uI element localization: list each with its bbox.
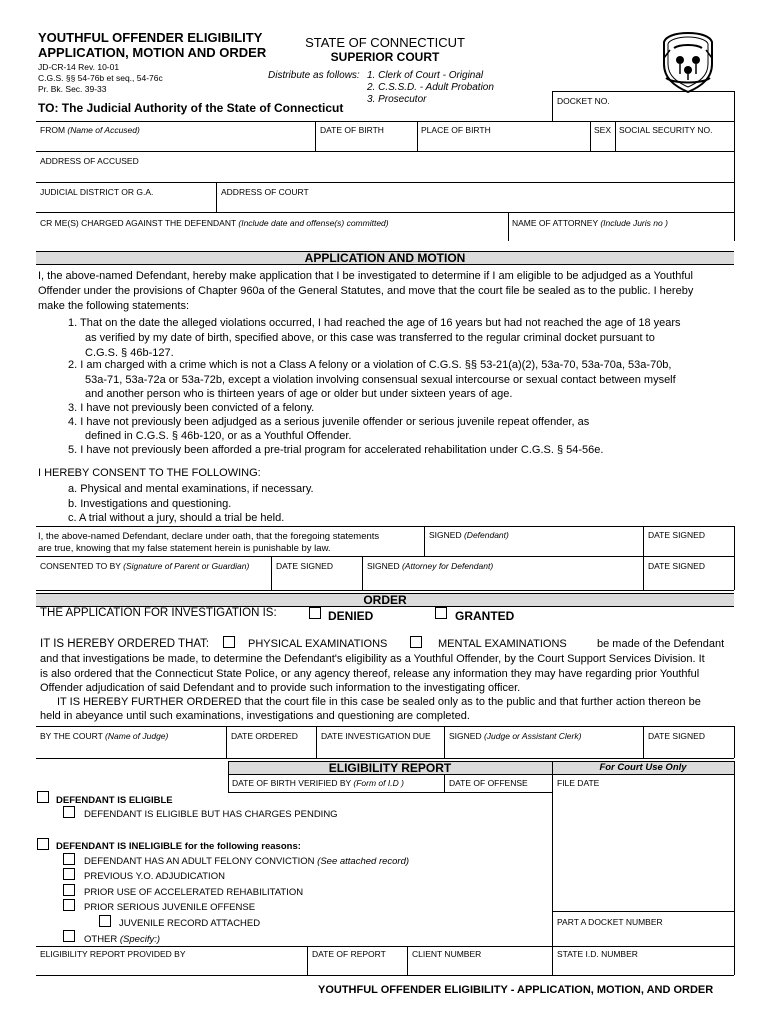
reason-felony-checkbox[interactable] — [63, 853, 75, 865]
dob-verified-field[interactable]: DATE OF BIRTH VERIFIED BY (Form of I.D ) — [232, 778, 404, 788]
mental-exam-label: MENTAL EXAMINATIONS — [438, 638, 567, 650]
reason-yo-checkbox[interactable] — [63, 868, 75, 880]
court-name: SUPERIOR COURT — [330, 50, 440, 64]
granted-checkbox[interactable] — [435, 607, 447, 619]
eligible-pending-checkbox[interactable] — [63, 806, 75, 818]
form-number: JD-CR-14 Rev. 10-01 — [38, 62, 120, 72]
reason-yo-label: PREVIOUS Y.O. ADJUDICATION — [84, 871, 225, 882]
client-number-field[interactable]: CLIENT NUMBER — [412, 949, 482, 959]
reason-other-checkbox[interactable] — [63, 930, 75, 942]
statement-1a: 1. That on the date the alleged violations occurred, I had reached the age of 16 years but had not reached the age of 18 years — [68, 317, 681, 329]
distribute-item-3: 3. Prosecutor — [367, 94, 427, 105]
statement-3: 3. I have not previously been convicted of a felony. — [68, 402, 315, 414]
statement-5: 5. I have not previously been afforded a pre-trial program for accelerated rehabilitation under C.G.S. § 54-56e. — [68, 444, 604, 456]
ssn-label: SOCIAL SECURITY NO. — [619, 125, 713, 135]
address-court-label: ADDRESS OF COURT — [221, 187, 309, 197]
application-intro-1: I, the above-named Defendant, hereby make application that I be investigated to determine if I am eligible to be adjudged as a Youthful — [38, 270, 693, 282]
sex-label: SEX — [594, 125, 612, 135]
defendant-signature-field[interactable]: SIGNED (Defendant) — [429, 530, 509, 540]
address-accused-label: ADDRESS OF ACCUSED — [40, 156, 139, 166]
physical-exam-label: PHYSICAL EXAMINATIONS — [248, 638, 388, 650]
distribute-item-2: 2. C.S.S.D. - Adult Probation — [367, 82, 494, 93]
date-investigation-due-field[interactable]: DATE INVESTIGATION DUE — [321, 731, 431, 741]
juvenile-record-checkbox[interactable] — [99, 915, 111, 927]
provided-by-field[interactable]: ELIGIBILITY REPORT PROVIDED BY — [40, 949, 186, 959]
consent-heading: I HEREBY CONSENT TO THE FOLLOWING: — [38, 467, 261, 479]
distribute-item-1: 1. Clerk of Court - Original — [367, 70, 484, 81]
date-offense-field[interactable]: DATE OF OFFENSE — [449, 778, 528, 788]
court-use-only: For Court Use Only — [552, 761, 734, 775]
eligible-checkbox[interactable] — [37, 791, 49, 803]
ordered-that-label: IT IS HEREBY ORDERED THAT: — [40, 638, 210, 650]
application-heading: APPLICATION AND MOTION — [36, 251, 734, 265]
reason-juvenile-checkbox[interactable] — [63, 899, 75, 911]
footer-title: YOUTHFUL OFFENDER ELIGIBILITY - APPLICATION, MOTION, AND ORDER — [318, 984, 714, 996]
consent-a: a. Physical and mental examinations, if necessary. — [68, 483, 314, 495]
attorney-label: NAME OF ATTORNEY (Include Juris no ) — [512, 218, 668, 228]
statement-4a: 4. I have not previously been adjudged as a serious juvenile offender or serious juvenile repeat offender, as — [68, 416, 590, 428]
pob-label: PLACE OF BIRTH — [421, 125, 491, 135]
mental-exam-checkbox[interactable] — [410, 636, 422, 648]
state-id-field[interactable]: STATE I.D. NUMBER — [557, 949, 638, 959]
juvenile-record-label: JUVENILE RECORD ATTACHED — [119, 918, 261, 929]
eligible-label: DEFENDANT IS ELIGIBLE — [56, 795, 173, 806]
by-court-field[interactable]: BY THE COURT (Name of Judge) — [40, 731, 169, 741]
order-text-6: held in abeyance until such examinations, investigations and questioning are completed. — [40, 710, 470, 722]
date-signed-attorney[interactable]: DATE SIGNED — [648, 561, 705, 571]
order-date-signed-field[interactable]: DATE SIGNED — [648, 731, 705, 741]
eligibility-heading: ELIGIBILITY REPORT — [228, 761, 552, 775]
form-title-line1: YOUTHFUL OFFENDER ELIGIBILITY — [38, 30, 263, 45]
state-name: STATE OF CONNECTICUT — [305, 35, 465, 50]
judge-signature-field[interactable]: SIGNED (Judge or Assistant Clerk) — [449, 731, 582, 741]
granted-label: GRANTED — [455, 609, 515, 623]
date-ordered-field[interactable]: DATE ORDERED — [231, 731, 298, 741]
statement-4b: defined in C.G.S. § 46b-120, or as a Youthful Offender. — [85, 430, 352, 442]
state-seal-icon — [660, 30, 716, 94]
reason-juvenile-label: PRIOR SERIOUS JUVENILE OFFENSE — [84, 902, 256, 913]
denied-checkbox[interactable] — [309, 607, 321, 619]
investigation-is-label: THE APPLICATION FOR INVESTIGATION IS: — [40, 607, 277, 619]
eligible-pending-label: DEFENDANT IS ELIGIBLE BUT HAS CHARGES PENDING — [84, 809, 338, 820]
reason-other-label: OTHER (Specify:) — [84, 934, 161, 945]
statement-2a: 2. I am charged with a crime which is not a Class A felony or a violation of C.G.S. §§ 53-21(a)(2), 53a-70, 53a-70a, 53a-70b, — [68, 359, 672, 371]
attorney-signature-field[interactable]: SIGNED (Attorney for Defendant) — [367, 561, 494, 571]
reason-ar-label: PRIOR USE OF ACCELERATED REHABILITATION — [84, 887, 304, 898]
reason-felony-label: DEFENDANT HAS AN ADULT FELONY CONVICTION (See attached record) — [84, 856, 410, 867]
order-text-2: and that investigations be made, to determine the Defendant's eligibility as a Youthful Offender, by the Court Support Services Division. It — [40, 653, 705, 665]
reason-ar-checkbox[interactable] — [63, 884, 75, 896]
oath-line-1: I, the above-named Defendant, declare under oath, that the foregoing statements — [38, 531, 380, 542]
order-text-3: is also ordered that the Connecticut State Police, or any agency thereof, release any information they may have regarding prior Youthful — [40, 668, 700, 680]
order-text-5: IT IS HEREBY FURTHER ORDERED that the court file in this case be sealed only as to the public and that further action thereon be — [57, 696, 701, 708]
guardian-signature-field[interactable]: CONSENTED TO BY (Signature of Parent or Guardian) — [40, 561, 250, 571]
be-made-text: be made of the Defendant — [597, 638, 725, 650]
statement-1b: as verified by my date of birth, specified above, or this case was transferred to the regular criminal docket pursuant to — [85, 332, 655, 344]
docket-no-label: DOCKET NO. — [557, 96, 610, 106]
consent-b: b. Investigations and questioning. — [68, 498, 232, 510]
statute-ref: C.G.S. §§ 54-76b et seq., 54-76c — [38, 73, 163, 83]
date-signed-guardian[interactable]: DATE SIGNED — [276, 561, 333, 571]
application-intro-2: Offender under the provisions of Chapter 960a of the General Statutes, and move that the court file be sealed as to the public. I hereby — [38, 285, 694, 297]
file-date-field[interactable]: FILE DATE — [557, 778, 600, 788]
order-text-4: Offender adjudication of said Defendant and to provide such information to the investigating officer. — [40, 682, 521, 694]
practice-book-ref: Pr. Bk. Sec. 39-33 — [38, 84, 107, 94]
date-signed-defendant[interactable]: DATE SIGNED — [648, 530, 705, 540]
crimes-charged-label: CR ME(S) CHARGED AGAINST THE DEFENDANT (Include date and offense(s) committed) — [40, 218, 389, 228]
statement-2c: and another person who is thirteen years of age or older but under sixteen years of age. — [85, 388, 513, 400]
statement-1c: C.G.S. § 46b-127. — [85, 347, 174, 359]
from-label: FROM (Name of Accused) — [40, 125, 140, 135]
judicial-district-label: JUDICIAL DISTRICT OR G.A. — [40, 187, 154, 197]
order-heading: ORDER — [36, 593, 734, 607]
oath-line-2: are true, knowing that my false statement herein is punishable by law. — [38, 543, 331, 554]
ineligible-label: DEFENDANT IS INELIGIBLE for the following reasons: — [56, 841, 301, 852]
dob-label: DATE OF BIRTH — [320, 125, 384, 135]
date-report-field[interactable]: DATE OF REPORT — [312, 949, 386, 959]
part-a-docket-field[interactable]: PART A DOCKET NUMBER — [557, 917, 663, 927]
consent-c: c. A trial without a jury, should a trial be held. — [68, 512, 285, 524]
addressed-to: TO: The Judicial Authority of the State of Connecticut — [38, 101, 344, 115]
ineligible-checkbox[interactable] — [37, 838, 49, 850]
distribute-label: Distribute as follows: — [268, 70, 360, 81]
statement-2b: 53a-71, 53a-72a or 53a-72b, except a violation involving consensual sexual intercourse or sexual contact between myself — [85, 374, 676, 386]
physical-exam-checkbox[interactable] — [223, 636, 235, 648]
denied-label: DENIED — [328, 609, 374, 623]
form-title-line2: APPLICATION, MOTION AND ORDER — [38, 45, 267, 60]
application-intro-3: make the following statements: — [38, 300, 190, 312]
